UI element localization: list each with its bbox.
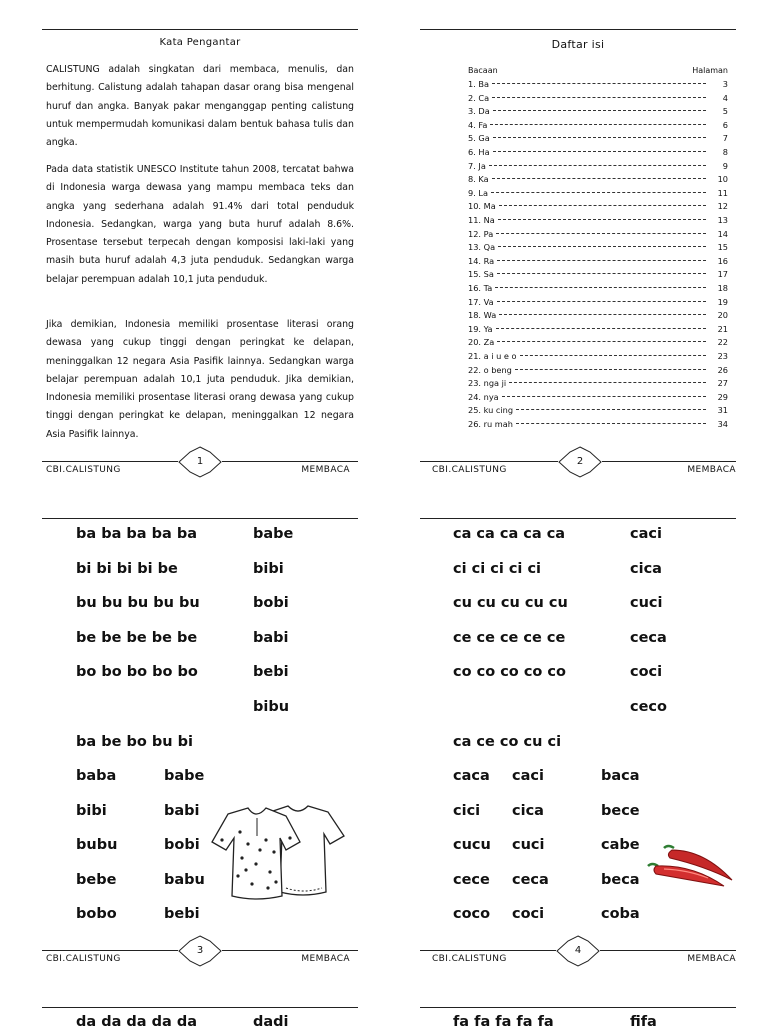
word-item: ceca [630,630,667,646]
word-item: bebe [76,872,117,888]
toc-leader-dashes [502,396,706,397]
toc-leader-dashes [497,341,706,342]
word-item: cica [630,561,662,577]
word-item: bibi [253,561,284,577]
toc-entry-page: 18 [717,283,728,293]
page-number-badge [558,446,602,478]
syllable-row: ci ci ci ci ci [453,561,542,577]
word-item: babe [253,526,294,542]
toc-entry-page: 31 [717,405,728,416]
toc-leader-dashes [497,273,706,274]
toc-entry [468,92,728,105]
toc-entry-label: 5. Ga [468,133,490,144]
clothes-illustration [208,802,348,902]
toc-entry-label: 7. Ja [468,160,486,171]
toc-entry [468,146,728,159]
toc-entry-label: 20. Za [468,337,495,348]
paragraph-conclusion: Jika demikian, Indonesia memiliki prosentase literasi orang dewasa yang cukup tinggi dengan peringkat ke delapan, meninggalkan 12 negara Asia Pasifik lainnya. Sedangkan warga belajar perempuan adalah 10,1 juta penduduk. Jika demikian, Indonesia memiliki prosentase literasi orang dewasa yang cukup tinggi dengan peringkat ke delapan, meninggalkan 12 negara Asia Pasifik lainnya. [46,319,354,440]
word-item: caci [512,768,544,784]
word-item: cece [453,872,490,888]
toc-entry-page: 20 [717,310,728,321]
footer-rule-right [602,461,736,462]
word-item: caca [453,768,490,784]
toc-entry-label: 1. Ba [468,79,490,89]
page-number-badge [556,935,600,967]
word-item: bobo [76,906,117,922]
toc-leader-dashes [495,287,706,288]
word-item: babi [164,803,200,819]
toc-entry-label: 19. Ya [468,323,493,334]
toc-entry-page: 10 [717,174,728,185]
toc-entry-label: 6. Ha [468,147,490,157]
toc-entry [468,404,728,417]
toc-entry [468,377,728,390]
toc-entry-label: 13. Qa [468,242,496,253]
toc-entry [468,323,728,336]
paragraph-intro: CALISTUNG adalah singkatan dari membaca, menulis, dan berhitung. Calistung adalah tahapan dasar orang bisa mengenal huruf dan angka. Banyak pakar menganggap penting calistung untuk mempermudah komunikasi dalam bentuk bahasa tulis dan angka. [46,64,354,149]
toc-entry-page: 14 [717,228,728,239]
toc-entry-page: 7 [722,133,728,144]
word-item: coci [630,664,663,680]
toc-entry-page: 21 [717,323,728,334]
footer-left-label: CBI.CALISTUNG [432,954,507,964]
toc-entry-page: 3 [722,79,728,89]
word-item: cucu [453,837,491,853]
toc-entry-label: 23. nga ji [468,378,507,389]
toc-leader-dashes [493,151,706,152]
toc-entry-label: 14. Ra [468,255,495,266]
footer-rule-right [222,950,358,951]
page-number: 1 [196,456,204,467]
top-rule [420,1007,736,1008]
toc-entry-label: 9. La [468,187,488,198]
toc-leader-dashes [493,137,706,138]
toc-entry-page: 26 [717,364,728,375]
toc-entry-label: 22. o beng [468,364,512,375]
toc-entry [468,241,728,254]
top-rule [42,1007,358,1008]
word-item: babe [164,768,205,784]
syllable-row: fa fa fa fa fa [453,1014,554,1030]
word-item: bibi [76,803,107,819]
word-item: babi [253,630,289,646]
top-rule [420,518,736,519]
toc-entry-page: 13 [717,215,728,225]
toc-entry [468,187,728,200]
toc-leader-dashes [516,423,706,424]
word-item: bibu [253,699,290,715]
word-item: cuci [512,837,545,853]
toc-leader-dashes [493,110,706,111]
word-item: coci [512,906,545,922]
toc-entry [468,105,728,118]
word-item: ceco [630,699,667,715]
toc-entry [468,418,728,431]
toc-entry [468,296,728,309]
page-number: 2 [576,456,584,467]
word-item: caci [630,526,662,542]
word-item: fifa [630,1014,657,1030]
top-rule [420,29,736,30]
word-item: bece [601,803,640,819]
page-title: Daftar isi [551,38,605,51]
word-item: dadi [253,1014,289,1030]
toc-entry [468,160,728,173]
toc-entry [468,391,728,404]
toc-entry-page: 15 [717,242,728,253]
toc-leader-dashes [489,165,706,166]
syllable-row: bu bu bu bu bu [76,595,200,611]
word-item: cici [453,803,481,819]
footer-rule-right [222,461,358,462]
toc-entry-label: 18. Wa [468,310,497,321]
toc-entry-label: 16. Ta [468,283,493,293]
footer-left-label: CBI.CALISTUNG [432,465,507,475]
toc-entry-page: 16 [717,255,728,266]
toc-leader-dashes [520,355,706,356]
toc-entry-page: 9 [722,160,728,171]
footer-rule-right [600,950,736,951]
syllable-row: co co co co co [453,664,566,680]
syllable-row: cu cu cu cu cu [453,595,568,611]
toc-entry-label: 4. Fa [468,119,488,130]
word-item: ceca [512,872,549,888]
toc-entry-label: 3. Da [468,106,490,117]
toc-leader-dashes [499,314,706,315]
toc-entry-page: 17 [717,269,728,280]
toc-header-halaman: Halaman [692,66,728,75]
word-item: baca [601,768,640,784]
toc-entry [468,268,728,281]
toc-leader-dashes [499,205,706,206]
word-item: babu [164,872,205,888]
toc-entry-label: 8. Ka [468,174,489,185]
toc-entry-label: 12. Pa [468,228,494,239]
footer-rule-left [420,461,558,462]
toc-leader-dashes [516,409,706,410]
toc-entry-page: 6 [722,119,728,130]
syllable-row: da da da da da [76,1014,198,1030]
word-item: coba [601,906,640,922]
word-item: cuci [630,595,663,611]
toc-entry [468,309,728,322]
toc-entry-label: 15. Sa [468,269,494,280]
syllable-row: be be be be be [76,630,198,646]
page-number: 4 [574,945,582,956]
toc-entry [468,200,728,213]
toc-entry-page: 22 [717,337,728,348]
toc-entry [468,350,728,363]
toc-entry [468,364,728,377]
toc-leader-dashes [496,233,706,234]
toc-entry-page: 8 [722,147,728,157]
toc-entry [468,78,728,91]
footer-left-label: CBI.CALISTUNG [46,954,121,964]
toc-leader-dashes [498,219,706,220]
toc-entry-page: 12 [717,201,728,212]
word-item: baba [76,768,117,784]
syllable-mixed-row: ca ce co cu ci [453,734,562,750]
toc-entry-page: 23 [717,351,728,361]
toc-header-bacaan: Bacaan [468,66,498,75]
toc-entry-label: 10. Ma [468,201,496,212]
word-item: cica [512,803,544,819]
toc-entry-page: 4 [722,92,728,103]
toc-entry-page: 29 [717,391,728,402]
word-item: bubu [76,837,118,853]
toc-entry [468,282,728,295]
toc-entry-page: 19 [717,296,728,307]
toc-leader-dashes [515,369,706,370]
syllable-row: ba ba ba ba ba [76,526,198,542]
toc-entry-label: 11. Na [468,215,495,225]
toc-entry [468,255,728,268]
page-number-badge [178,446,222,478]
footer-rule-left [42,461,178,462]
toc-leader-dashes [492,178,706,179]
syllable-row: bi bi bi bi be [76,561,178,577]
toc-entry-label: 2. Ca [468,92,490,103]
paragraph-statistics: Pada data statistik UNESCO Institute tahun 2008, tercatat bahwa di Indonesia warga dewasa yang mampu membaca teks dan angka yang sederhana adalah 91.4% dari total penduduk Indonesia. Sedangkan, warga yang buta huruf adalah 8.6%. Prosentase tersebut terpecah dengan komposisi laki-laki yang masih buta huruf adalah 4,3 juta penduduk. Sedangkan warga belajar perempuan adalah 10,1 juta penduduk. [46,164,354,285]
word-item: cabe [601,837,640,853]
page-number: 3 [196,945,204,956]
toc-entry-label: 24. nya [468,391,499,402]
footer-right-label: MEMBACA [301,465,350,475]
syllable-mixed-row: ba be bo bu bi [76,734,193,750]
toc-entry [468,132,728,145]
toc-entry-page: 11 [717,187,728,198]
toc-entry-page: 5 [722,106,728,117]
toc-entry-label: 17. Va [468,296,494,307]
toc-entry [468,228,728,241]
toc-entry [468,173,728,186]
toc-entry-label: 21. a i u e o [468,351,517,361]
toc-entry-page: 27 [717,378,728,389]
word-item: bebi [164,906,200,922]
page-title: Kata Pengantar [159,37,241,48]
syllable-row: bo bo bo bo bo [76,664,198,680]
toc-leader-dashes [492,97,706,98]
footer-right-label: MEMBACA [687,954,736,964]
toc-leader-dashes [497,301,706,302]
toc-leader-dashes [498,246,706,247]
toc-entry-page: 34 [717,419,728,429]
syllable-row: ce ce ce ce ce [453,630,566,646]
footer-rule-left [420,950,556,951]
syllable-row: ca ca ca ca ca [453,526,566,542]
word-item: coco [453,906,491,922]
top-rule [42,518,358,519]
toc-entry-label: 26. ru mah [468,419,513,429]
toc-entry [468,119,728,132]
word-item: bobi [253,595,289,611]
footer-rule-left [42,950,178,951]
toc-leader-dashes [496,328,706,329]
toc-leader-dashes [491,192,706,193]
footer-left-label: CBI.CALISTUNG [46,465,121,475]
toc-leader-dashes [497,260,706,261]
toc-leader-dashes [492,83,706,84]
top-rule [42,29,358,30]
footer-right-label: MEMBACA [301,954,350,964]
toc-leader-dashes [509,382,706,383]
footer-right-label: MEMBACA [687,465,736,475]
toc-entry-label: 25. ku cing [468,405,514,416]
word-item: bebi [253,664,289,680]
toc-entry [468,214,728,227]
toc-leader-dashes [490,124,706,125]
word-item: bobi [164,837,200,853]
word-item: beca [601,872,640,888]
toc-entry [468,336,728,349]
page-number-badge [178,935,222,967]
chili-illustration [644,842,734,890]
